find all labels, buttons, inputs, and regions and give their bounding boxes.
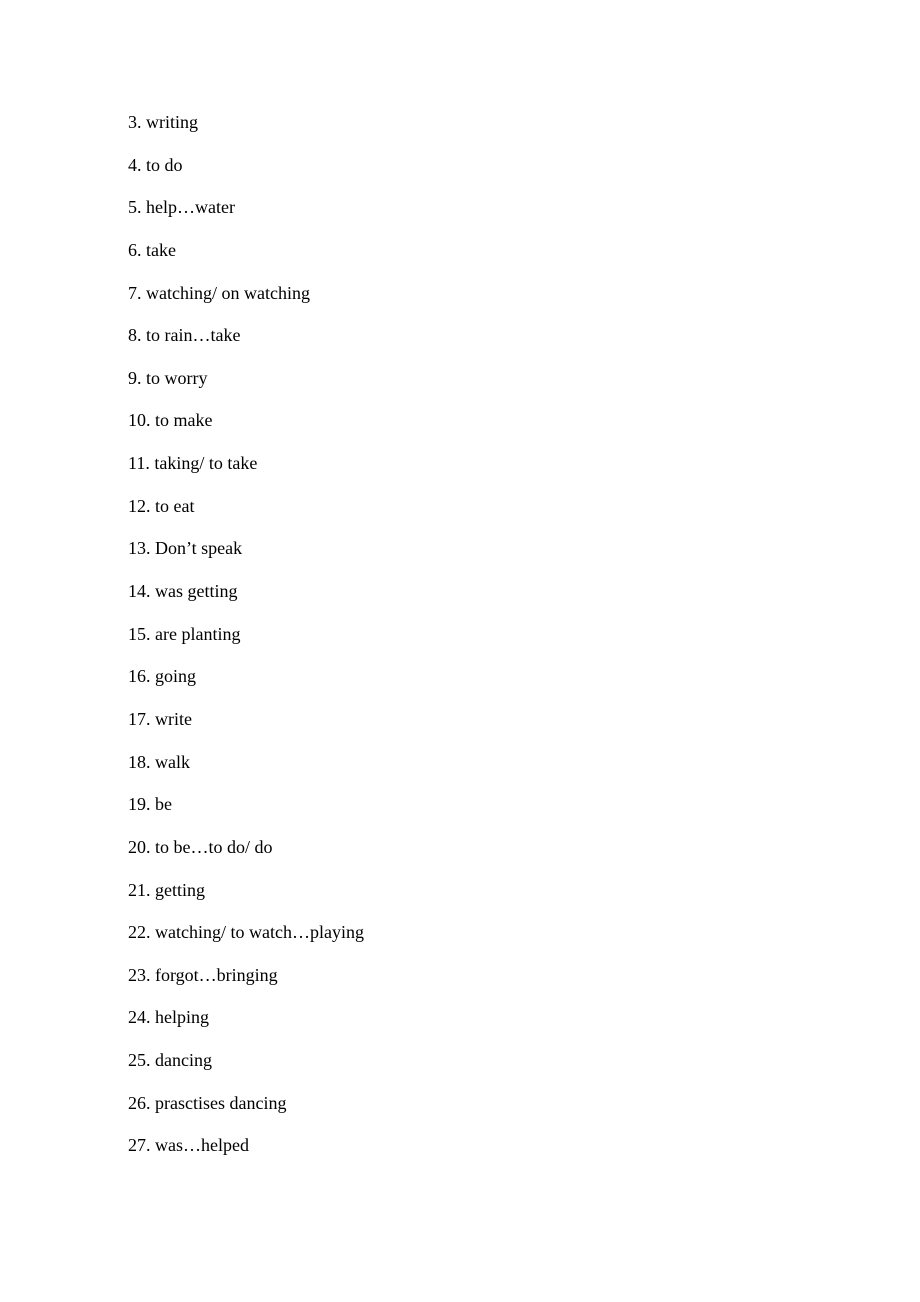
list-item: 4. to do: [128, 154, 183, 175]
list-item: 5. help…water: [128, 197, 235, 218]
list-item: 19. be: [128, 794, 172, 815]
list-item: 12. to eat: [128, 495, 195, 516]
list-item: 27. was…helped: [128, 1135, 249, 1156]
list-item: 24. helping: [128, 1007, 209, 1028]
list-item: 22. watching/ to watch…playing: [128, 922, 364, 943]
list-item: 10. to make: [128, 410, 213, 431]
list-item: 18. walk: [128, 751, 190, 772]
list-item: 23. forgot…bringing: [128, 964, 278, 985]
list-item: 7. watching/ on watching: [128, 282, 310, 303]
list-item: 15. are planting: [128, 623, 241, 644]
answer-list: [128, 111, 364, 1177]
list-item: 21. getting: [128, 879, 205, 900]
list-item: 14. was getting: [128, 581, 238, 602]
list-item: 9. to worry: [128, 367, 208, 388]
list-item: 16. going: [128, 666, 197, 687]
list-item: 8. to rain…take: [128, 325, 241, 346]
list-item: 20. to be…to do/ do: [128, 836, 273, 857]
list-item: 3. writing: [128, 112, 198, 132]
list-item: 6. take: [128, 239, 176, 260]
list-item: 11. taking/ to take: [128, 453, 258, 474]
list-item: 17. write: [128, 708, 192, 729]
list-item: 13. Don’t speak: [128, 538, 243, 559]
list-item: 25. dancing: [128, 1050, 212, 1071]
list-item: 26. prasctises dancing: [128, 1092, 287, 1113]
